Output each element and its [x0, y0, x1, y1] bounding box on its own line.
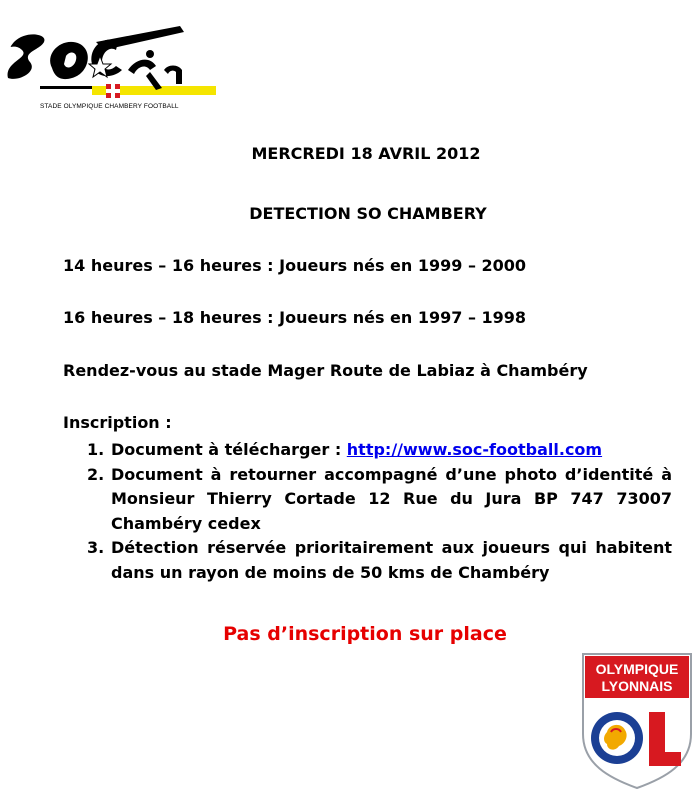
list-item: [87, 463, 672, 537]
soc-logo-subtitle: STADE OLYMPIQUE CHAMBERY FOOTBALL: [40, 103, 179, 110]
list-item-text: Document à retourner accompagné d’une photo d’identité à Monsieur Thierry Cortade 12 Rue du Jura BP 747 73007 Chambéry cedex: [111, 464, 672, 533]
venue-line: Rendez-vous au stade Mager Route de Labiaz à Chambéry: [63, 361, 588, 380]
schedule-line-1: 14 heures – 16 heures : Joueurs nés en 1999 – 2000: [63, 256, 527, 275]
list-item: [87, 536, 672, 585]
inscription-list: [87, 438, 672, 585]
download-link[interactable]: http://www.soc-football.com: [346, 440, 603, 459]
list-item-number: 1.: [87, 440, 105, 459]
event-date: MERCREDI 18 AVRIL 2012: [251, 144, 481, 163]
list-item-text: Détection réservée prioritairement aux joueurs qui habitent dans un rayon de moins de 50 kms de Chambéry: [111, 538, 672, 582]
ol-crest-graphic: [581, 652, 693, 790]
list-item-number: 2.: [87, 464, 105, 484]
inscription-heading: Inscription :: [63, 413, 172, 432]
soc-logo: [0, 12, 220, 112]
crest-line-1: OLYMPIQUE: [595, 661, 679, 677]
crest-line-2: LYONNAIS: [601, 678, 673, 694]
list-item: [87, 438, 672, 463]
list-item-text: Document à télécharger :: [111, 440, 347, 459]
schedule-line-2: 16 heures – 18 heures : Joueurs nés en 1997 – 1998: [63, 308, 527, 327]
soc-logo-graphic: [0, 12, 220, 112]
no-onsite-registration-notice: Pas d’inscription sur place: [223, 623, 507, 645]
list-item-number: 3.: [87, 538, 105, 557]
olympique-lyonnais-crest: [581, 652, 693, 790]
event-title: DETECTION SO CHAMBERY: [249, 204, 487, 223]
